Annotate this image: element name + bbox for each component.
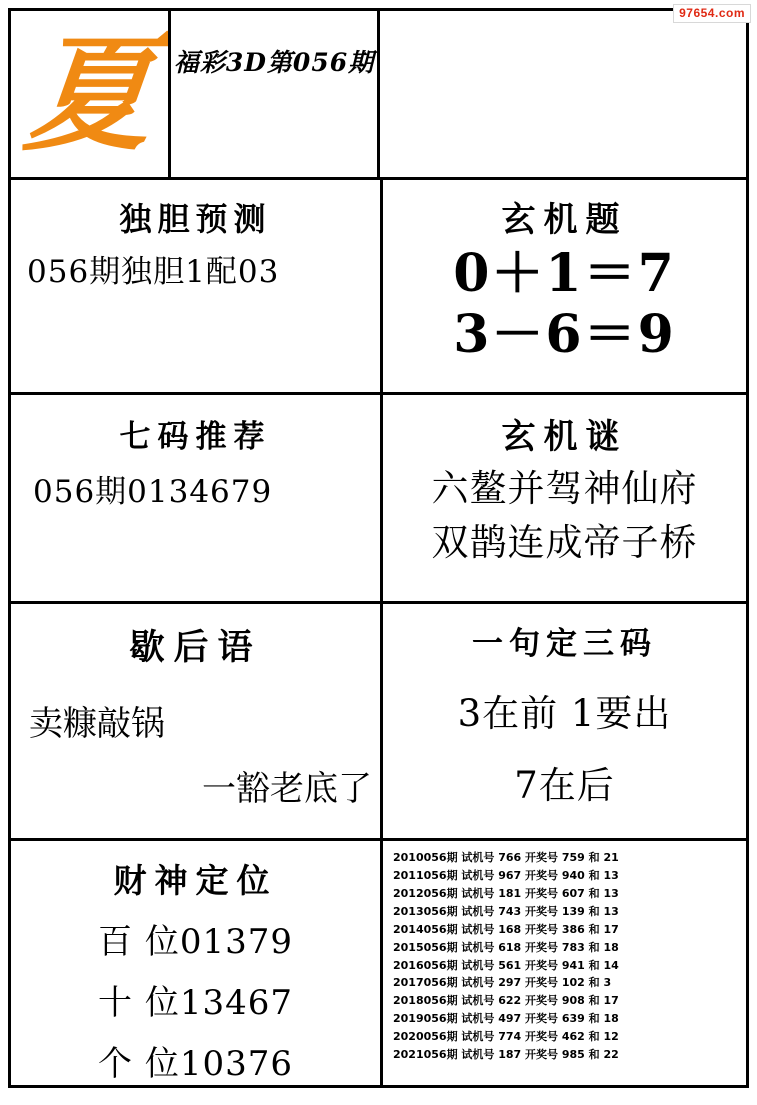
lottery-poster	[8, 8, 749, 1097]
logo-cell	[8, 8, 171, 180]
xuanjiti-equation-2: 3－6＝9	[453, 303, 676, 365]
blank-cell	[377, 8, 749, 180]
history-row: 2020056期 试机号 774 开奖号 462 和 12	[393, 1030, 619, 1044]
history-row: 2017056期 试机号 297 开奖号 102 和 3	[393, 976, 612, 990]
yijuding-line-2: 7在后	[514, 764, 615, 807]
yijuding-line-1: 3在前 1要出	[457, 692, 672, 735]
section-qima	[8, 392, 383, 604]
history-row: 2014056期 试机号 168 开奖号 386 和 17	[393, 922, 619, 936]
row-caishen-history	[8, 838, 749, 1088]
section-xuanjimi	[380, 392, 749, 604]
history-table	[383, 841, 746, 1068]
site-watermark: 97654.com	[673, 4, 751, 23]
season-logo-character: 夏	[18, 20, 161, 168]
section-dudan	[8, 177, 383, 395]
header-row	[8, 8, 749, 180]
caishen-units: 个 位10376	[98, 1044, 293, 1084]
dudan-heading: 独胆预测	[119, 200, 272, 238]
history-row: 2018056期 试机号 622 开奖号 908 和 17	[393, 994, 619, 1008]
history-row: 2019056期 试机号 497 开奖号 639 和 18	[393, 1012, 619, 1026]
xiehouyu-line-2: 一豁老底了	[202, 769, 372, 809]
history-row: 2013056期 试机号 743 开奖号 139 和 13	[393, 904, 619, 918]
yijuding-heading: 一句定三码	[472, 626, 657, 662]
caishen-heading: 财神定位	[113, 861, 278, 900]
row-xiehouyu-yijuding	[8, 601, 749, 841]
dudan-value: 056期独胆1配03	[27, 254, 280, 290]
page-title: 福彩3D第056期	[173, 48, 375, 77]
history-row: 2015056期 试机号 618 开奖号 783 和 18	[393, 940, 619, 954]
section-xuanjiti	[380, 177, 749, 395]
qima-value: 056期0134679	[33, 474, 273, 510]
history-row: 2016056期 试机号 561 开奖号 941 和 14	[393, 958, 619, 972]
section-caishen	[8, 838, 383, 1088]
section-xiehouyu	[8, 601, 383, 841]
xuanjiti-heading: 玄机题	[501, 200, 628, 240]
section-yijuding	[380, 601, 749, 841]
xuanjiti-equation-1: 0＋1＝7	[453, 243, 676, 304]
caishen-tens: 十 位13467	[98, 983, 293, 1023]
section-history	[380, 838, 749, 1088]
xuanjimi-line-1: 六鳌并驾神仙府	[431, 467, 698, 510]
xiehouyu-line-1: 卖糠敲锅	[29, 704, 165, 744]
row-qima-xuanjimi	[8, 392, 749, 604]
history-row: 2011056期 试机号 967 开奖号 940 和 13	[393, 868, 619, 882]
history-row: 2012056期 试机号 181 开奖号 607 和 13	[393, 886, 619, 900]
xuanjimi-heading: 玄机谜	[501, 417, 628, 457]
xiehouyu-heading: 歇后语	[129, 627, 262, 668]
xuanjimi-line-2: 双鹊连成帝子桥	[431, 521, 698, 565]
row-dudan-xuanjiti	[8, 177, 749, 395]
history-row: 2010056期 试机号 766 开奖号 759 和 21	[393, 851, 619, 864]
history-row: 2021056期 试机号 187 开奖号 985 和 22	[393, 1048, 619, 1062]
qima-heading: 七码推荐	[119, 419, 272, 455]
title-cell	[168, 8, 380, 180]
caishen-hundreds: 百 位01379	[98, 922, 293, 962]
